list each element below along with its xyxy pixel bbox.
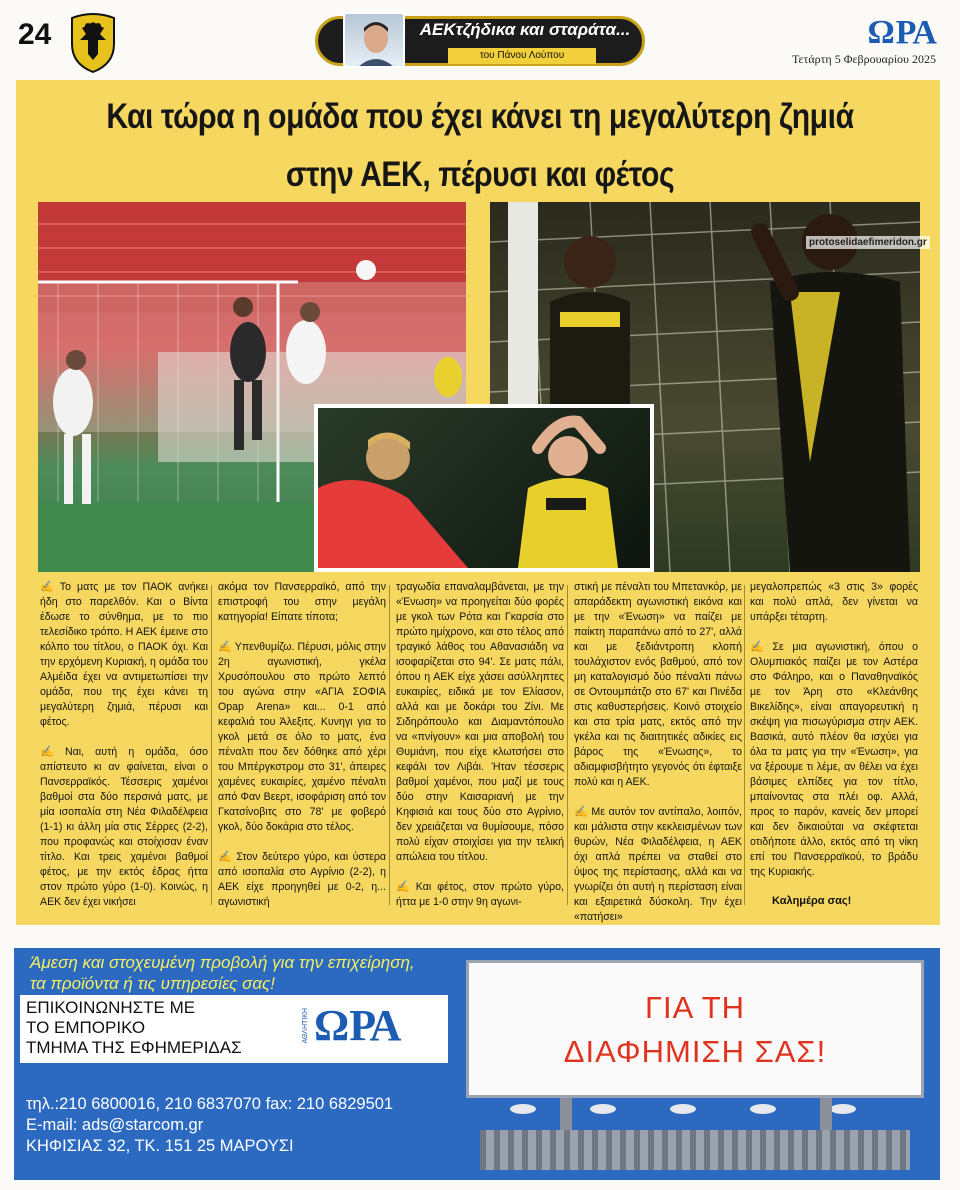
paragraph: ακόμα τον Πανσερραϊκό, από την επιστροφή του στην μεγάλη κατηγορία! Είπατε τίποτα; [218,581,386,623]
newspaper-brand: ΩΡΑ [867,14,938,51]
aek-crest-icon [68,8,118,74]
advert-email[interactable]: E-mail: ads@starcom.gr [26,1116,204,1134]
sign-off: Καλημέρα σας! [772,895,852,907]
paragraph: ✍ Ναι, αυτή η ομάδα, όσο απίστευτο κι αν φαίνεται, είναι ο Πανσερραϊκός. Τέσσερις χαμένοι βαθμοί στα δύο περσινά ματς, με μία ισοπαλία στη Νέα Φιλαδέλφεια (1-1) κι άλλη μία στις Σέρρες (2-2), που προφανώς και στοίχισαν έναν τίτλο. Και τρεις χαμένοι βαθμοί φέτος, με την εκτός έδρας ήττα στον πρώτο γύρο (1-0). Κοινώς, η ΑΕΚ δεν έχει νικήσει [40,746,209,908]
billboard-scaffold [480,1130,910,1170]
photo-collage [38,202,920,572]
pen-icon: ✍ [750,641,770,653]
billboard-lamp-icon [830,1104,856,1114]
advert-phone: τηλ.:210 6800016, 210 6837070 fax: 210 6829501 [26,1095,394,1113]
paragraph: ✍ Υπενθυμίζω. Πέρυσι, μόλις στην 2η αγωνιστική, γκέλα Χρυσόπουλου στο πρώτο λεπτό του αγώνα στην «ΑΓΙΑ ΣΟΦΙΑ Opap Arena» και... 0-1 από κεφαλιά του Άλεξιτς. Κυνηγι για το γκολ μετά σε όλο το ματς, ένα πέναλτι που δεν δόθηκε από χέρι του Μπέργκστρομ στο 31', άπειρες χαμένες ευκαιρίες, χαμένο πέναλτι από Φαν Βεερτ, ισοφάριση από τον Γκατσίνοβιτς στο 78' με φοβερό γκολ, δύο δοκάρια στο τέλος. [218,641,386,833]
article-column-1 [40,580,208,910]
billboard-lamp-icon [670,1104,696,1114]
advert-slogan: Άμεση και στοχευμένη προβολή για την επιχείρηση, τα προϊόντα ή τις υπηρεσίες σας! [30,953,415,993]
column-divider [744,585,745,905]
paragraph: μεγαλοπρεπώς «3 στις 3» φορές και πολύ απλά, δεν γίνεται να υπάρξει τέταρτη. [750,581,918,623]
pen-icon: ✍ [40,746,62,758]
photo-player-disappointed [314,404,654,572]
issue-date: Τετάρτη 5 Φεβρουαρίου 2025 [791,52,936,66]
article-column-4 [574,580,742,925]
paragraph: ✍ Και φέτος, στον πρώτο γύρο, ήττα με 1-0 στην 9η αγωνι- [396,881,564,908]
column-divider [211,585,212,905]
billboard-lamp-icon [510,1104,536,1114]
headline [102,88,859,204]
columnist-photo [343,12,405,68]
billboard-post [560,1098,572,1132]
pen-icon: ✍ [40,581,57,593]
page-number: 24 [18,18,52,51]
pen-icon: ✍ [218,641,232,653]
paragraph: τραγωδία επαναλαμβάνεται, με την «Ένωση» να προηγείται δύο φορές με γκολ των Ρότα και Γκαρσία στο πρώτο ημίχρονο, και στο τέλος από τραγικό λάθος του Αθανασιάδη να ισοφαρίζεται στο 94'. Σε ματς πάλι, όπου η ΑΕΚ είχε χάσει ασύλληπτες ευκαιρίες, ειδικά με τον Ελίασον, αλλά και με δοκάρι του Ζίνι. Με Σιδηρόπουλο και Διαμαντόπουλο να «πνίγουν» και μια αποβολή του Θυμιάνη, που είχε κλωτσήσει στο κεφάλι τον Λιβάι. Ήταν τέσσερις βαθμοί χαμένοι, που μαζί με τους δύο στην Καισαριανή με την Κηφισιά και τους δύο στο Αγρίνιο, δεν χρειάζεται να θυμίσουμε, πόσο πολύ είχαν στοιχίσει για την τελική απώλεια του τίτλου. [396,581,564,863]
paragraph: στική με πέναλτι του Μπετανκόρ, με απαράδεκτη αγωνιστική εικόνα και με την «Ένωση» να παίζει με παίκτη παραπάνω από το 27', αλλά και με ξεδιάντροπη κλοπή τουλάχιστον ενός βαθμού, από τον μη καταλογισμό δύο πέναλτι πάνω σε Οντουμπάτζο στο 67' και Πινέδα στις καθυστερήσεις. Κοινό στοιχείο και στα τρία ματς, εκτός από την γκέλα και τις διαιτητικές αδικίες εις βάρος της «Ένωσης», το αδιαμφισβήτητο γεγονός ότι έφταιξε πολύ και η ΑΕΚ. [574,581,742,788]
paragraph: ✍ Το ματς με τον ΠΑΟΚ ανήκει ήδη στο παρελθόν. Και ο Βίντα έδωσε το σύνθημα, με το πιο τελεσίδικο τρόπο. Η ΑΕΚ έμεινε στο κόλπο του τίτλου, ο ΠΑΟΚ όχι. Και την ερχόμενη Κυριακή, η ομάδα του Αλμέιδα έχει να αντιμετωπίσει την ομάδα, που της έχει κάνει τη μεγαλύτερη ζημιά, πέρυσι και φέτος. [40,581,208,728]
billboard-lamp-icon [590,1104,616,1114]
advert-logo [300,1000,440,1056]
billboard-post [820,1098,832,1132]
advert-details [26,1094,456,1157]
column-divider [567,585,568,905]
billboard-text: ΓΙΑ ΤΗ ΔΙΑΦΗΜΙΣΗ ΣΑΣ! [563,990,827,1069]
advert-address: ΚΗΦΙΣΙΑΣ 32, ΤΚ. 151 25 ΜΑΡΟΥΣΙ [26,1137,294,1155]
paragraph: ✍ Με αυτόν τον αντίπαλο, λοιπόν, και μάλιστα στην κεκλεισμένων των θυρών, Νέα Φιλαδέλφεια, η ΑΕΚ όχι απλά πρέπει να σταθεί στο ύψος της περίστασης, αλλά και να γνωρίζει ότι αυτή η περίσταση είναι και εξαιρετικά δύσκολη. Την έχει «πατήσει» [574,806,743,923]
billboard-lamp-icon [750,1104,776,1114]
article-column-2 [218,580,386,910]
column-title: ΑΕΚτζήδικα και σταράτα... [419,20,631,39]
headline-line-2: στην ΑΕΚ, πέρυσι και φέτος [285,155,675,194]
advert-logo-side: ΑΘΛΗΤΙΚΗ [302,1008,309,1044]
advert-logo-word: ΩΡΑ [314,1001,402,1050]
article-column-5 [750,580,918,880]
column-divider [389,585,390,905]
pen-icon: ✍ [218,851,234,863]
advert-contact: ΕΠΙΚΟΙΝΩΝΗΣΤΕ ΜΕ ΤΟ ΕΜΠΟΡΙΚΟ ΤΜΗΜΑ ΤΗΣ ΕΦΗΜΕΡΙΔΑΣ [26,998,242,1057]
pen-icon: ✍ [574,806,589,818]
pen-icon: ✍ [396,881,413,893]
watermark: protoselidaefimeridon.gr [806,236,930,249]
article-column-3 [396,580,564,910]
article-body [40,580,919,923]
column-author: του Πάνου Λούπου [448,48,596,64]
paragraph: ✍ Σε μια αγωνιστική, όπου ο Ολυμπιακός παίζει με τον Αστέρα στο Φάληρο, και ο Παναθηναϊκός με τον Άρη στο «Κλεάνθης Βικελίδης», είναι απαγορευτική η σκέψη για πισωγύρισμα στην ΑΕΚ. Βασικά, αυτό πλέον θα ισχύει για όλα τα ματς για την «Ένωση», για να ξέρουμε τι λέμε, αν θέλει να έχει βάσιμες ελπίδες για τον τίτλο, μπαίνοντας στα πλέι οφ. Αλλά, προς το παρόν, κανείς δεν μπορεί και δεν δικαιούται να σκέφτεται οτιδήποτε άλλο, εκτός από τη νίκη επί του Πανσερραϊκού, το βράδυ της Κυριακής. [750,641,919,878]
headline-line-1: Και τώρα η ομάδα που έχει κάνει τη μεγαλύτερη ζημιά [106,97,854,136]
paragraph: ✍ Στον δεύτερο γύρο, και ύστερα από ισοπαλία στο Αγρίνιο (2-2), η ΑΕΚ είχε προηγηθεί με 0-2, η... αγωνιστική [218,851,387,908]
